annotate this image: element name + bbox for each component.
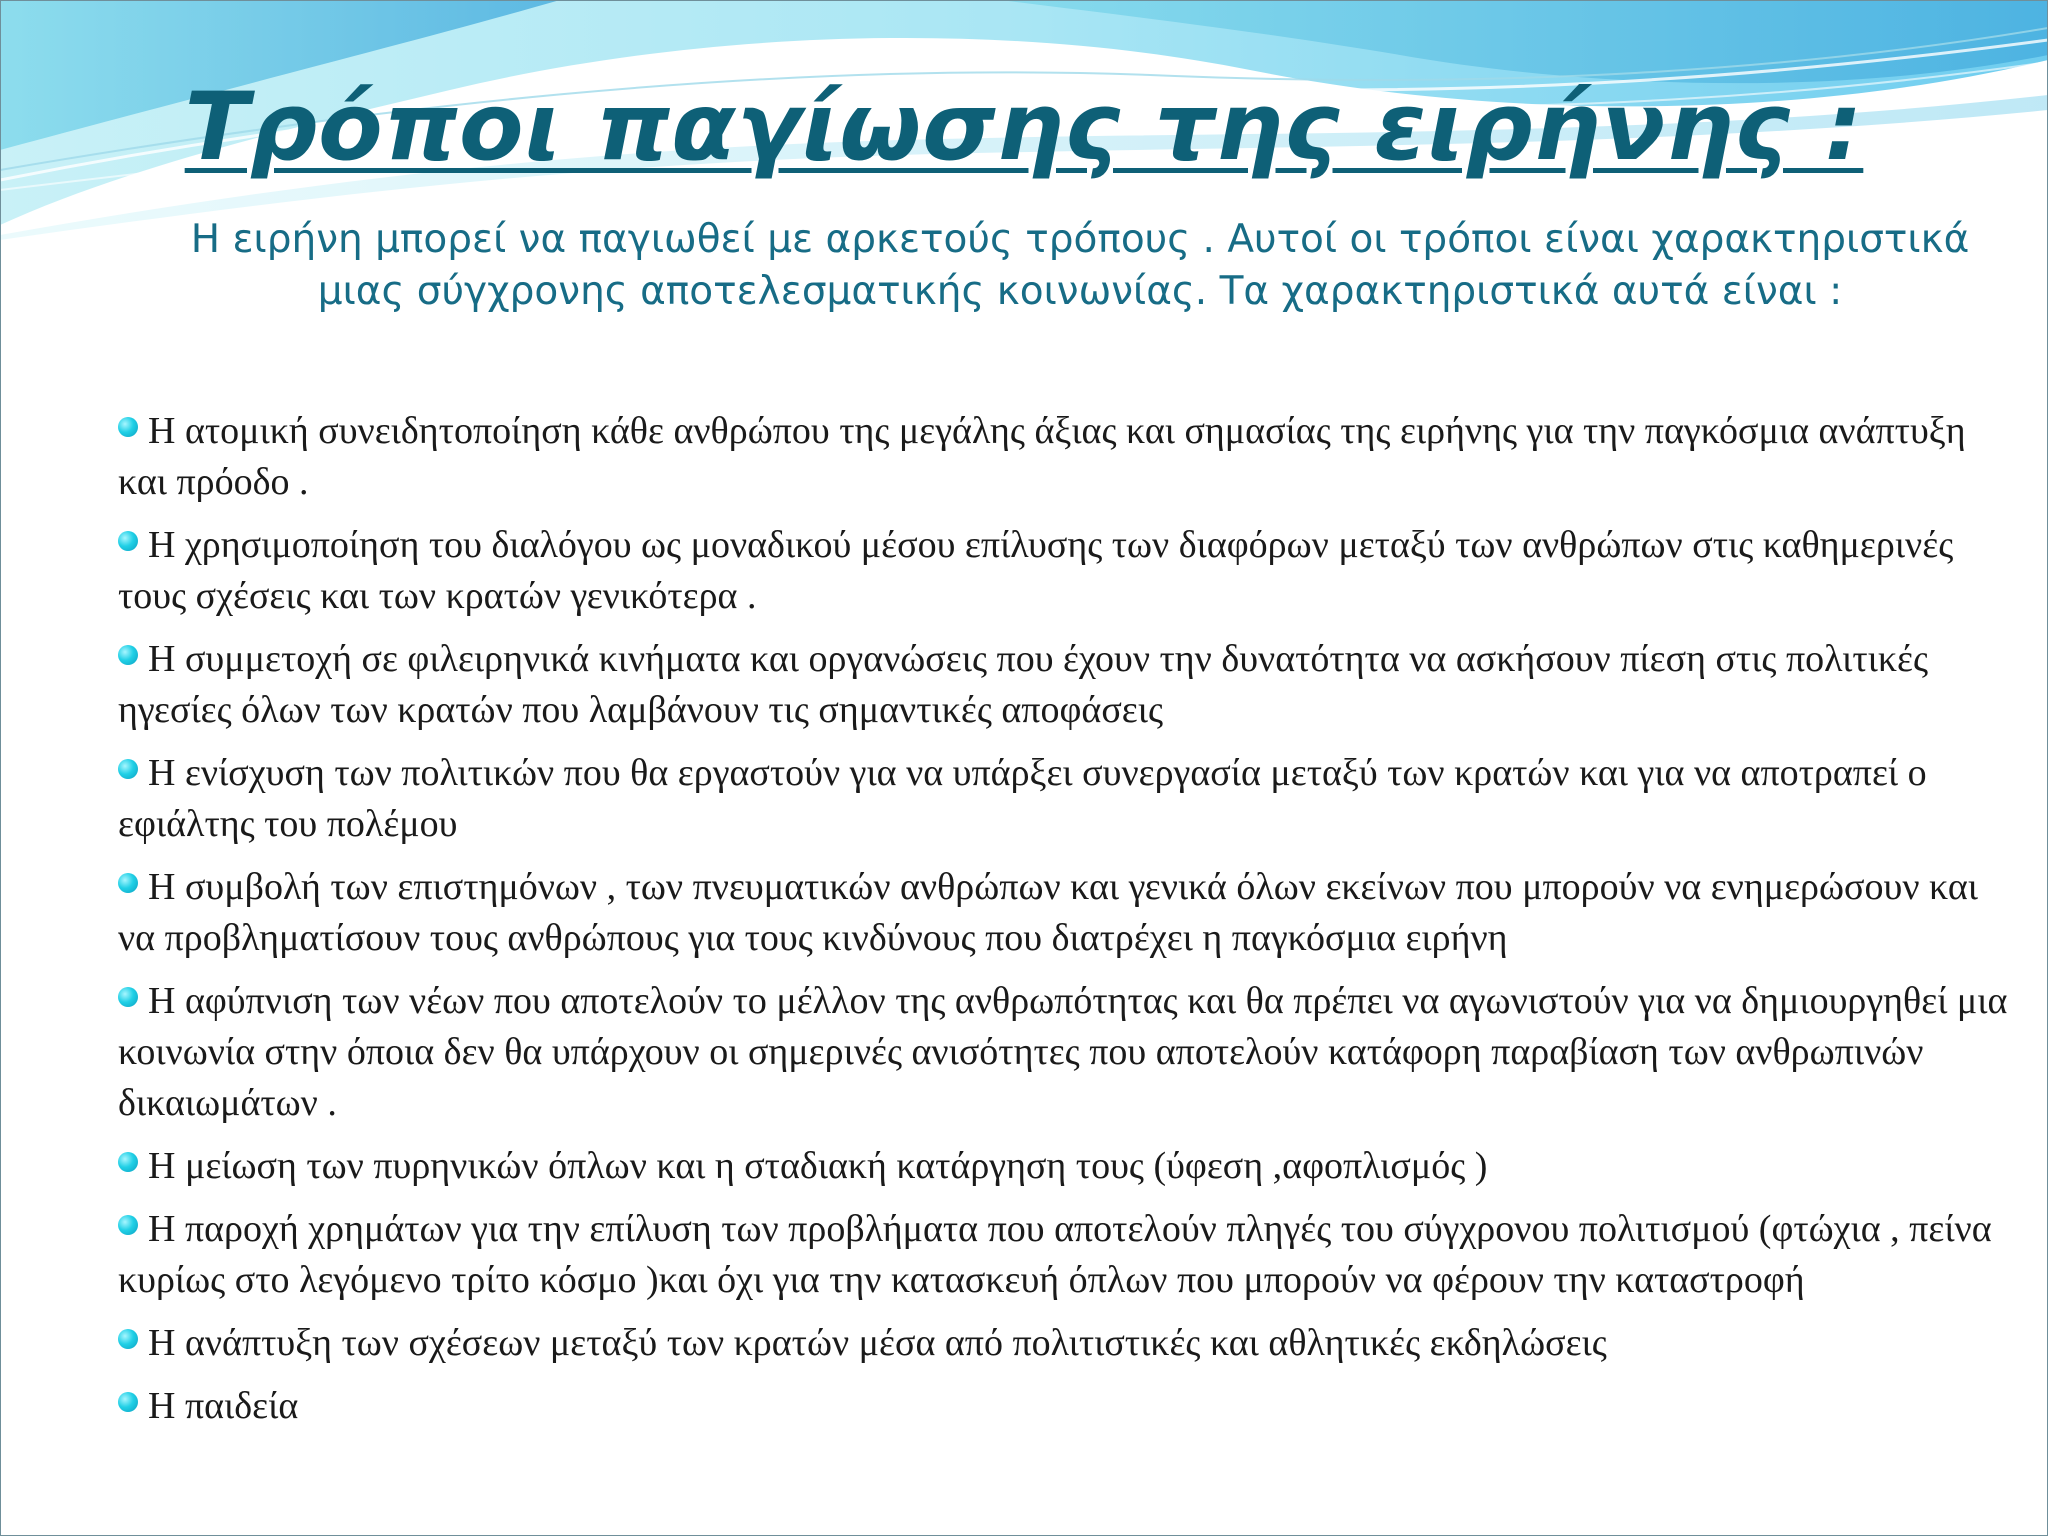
intro-paragraph: Η ειρήνη μπορεί να παγιωθεί με αρκετούς τρόπους . Αυτοί οι τρόποι είναι χαρακτηριστικά μιας σύγχρονης αποτελεσματικής κοινωνίας. Τα χαρακτηριστικά αυτά είναι : [190,217,1970,314]
bullet-item [118,1141,2013,1192]
bullet-item [118,406,2013,508]
bullet-item [118,748,2013,850]
bullet-text: Η συμμετοχή σε φιλειρηνικά κινήματα και οργανώσεις που έχουν την δυνατότητα να ασκήσουν πίεση στις πολιτικές ηγεσίες όλων των κρατών που λαμβάνουν τις σημαντικές αποφάσεις [118,638,1928,731]
bullet-item [118,1204,2013,1306]
cyan-sphere-bullet-icon [118,1215,138,1235]
cyan-sphere-bullet-icon [118,1152,138,1172]
bullet-text: Η ατομική συνειδητοποίηση κάθε ανθρώπου της μεγάλης άξιας και σημασίας της ειρήνης για την παγκόσμια ανάπτυξη και πρόοδο . [118,410,1966,503]
bullet-text: Η παροχή χρημάτων για την επίλυση των προβλήματα που αποτελούν πληγές του σύγχρονου πολιτισμού (φτώχια , πείνα κυρίως στο λεγόμενο τρίτο κόσμο )και όχι για την κατασκευή όπλων που μπορούν να φέρουν την καταστροφή [118,1208,1992,1301]
cyan-sphere-bullet-icon [118,759,138,779]
bullet-text: Η μείωση των πυρηνικών όπλων και η σταδιακή κατάργηση τους (ύφεση ,αφοπλισμός ) [148,1145,1488,1187]
bullet-list [118,406,2013,1444]
bullet-item [118,862,2013,964]
bullet-item [118,634,2013,736]
cyan-sphere-bullet-icon [118,531,138,551]
bullet-item [118,1318,2013,1369]
cyan-sphere-bullet-icon [118,1392,138,1412]
bullet-item [118,1381,2013,1432]
bullet-text: Η αφύπνιση των νέων που αποτελούν το μέλλον της ανθρωπότητας και θα πρέπει να αγωνιστούν για να δημιουργηθεί μια κοινωνία στην όποια δεν θα υπάρχουν οι σημερινές ανισότητες που αποτελούν κατάφορη παραβίαση των ανθρωπινών δικαιωμάτων . [118,980,2008,1124]
bullet-item [118,520,2013,622]
bullet-text: Η ανάπτυξη των σχέσεων μεταξύ των κρατών μέσα από πολιτιστικές και αθλητικές εκδηλώσεις [148,1322,1607,1364]
slide-title: Τρόποι παγίωσης της ειρήνης : [184,73,1864,182]
bullet-text: Η παιδεία [148,1385,299,1427]
cyan-sphere-bullet-icon [118,987,138,1007]
bullet-item [118,976,2013,1129]
cyan-sphere-bullet-icon [118,417,138,437]
bullet-text: Η ενίσχυση των πολιτικών που θα εργαστούν για να υπάρξει συνεργασία μεταξύ των κρατών και για να αποτραπεί ο εφιάλτης του πολέμου [118,752,1927,845]
bullet-text: Η χρησιμοποίηση του διαλόγου ως μοναδικού μέσου επίλυσης των διαφόρων μεταξύ των ανθρώπων στις καθημερινές τους σχέσεις και των κρατών γενικότερα . [118,524,1954,617]
bullet-text: Η συμβολή των επιστημόνων , των πνευματικών ανθρώπων και γενικά όλων εκείνων που μπορούν να ενημερώσουν και να προβληματίσουν τους ανθρώπους για τους κινδύνους που διατρέχει η παγκόσμια ειρήνη [118,866,1978,959]
cyan-sphere-bullet-icon [118,1329,138,1349]
cyan-sphere-bullet-icon [118,873,138,893]
cyan-sphere-bullet-icon [118,645,138,665]
